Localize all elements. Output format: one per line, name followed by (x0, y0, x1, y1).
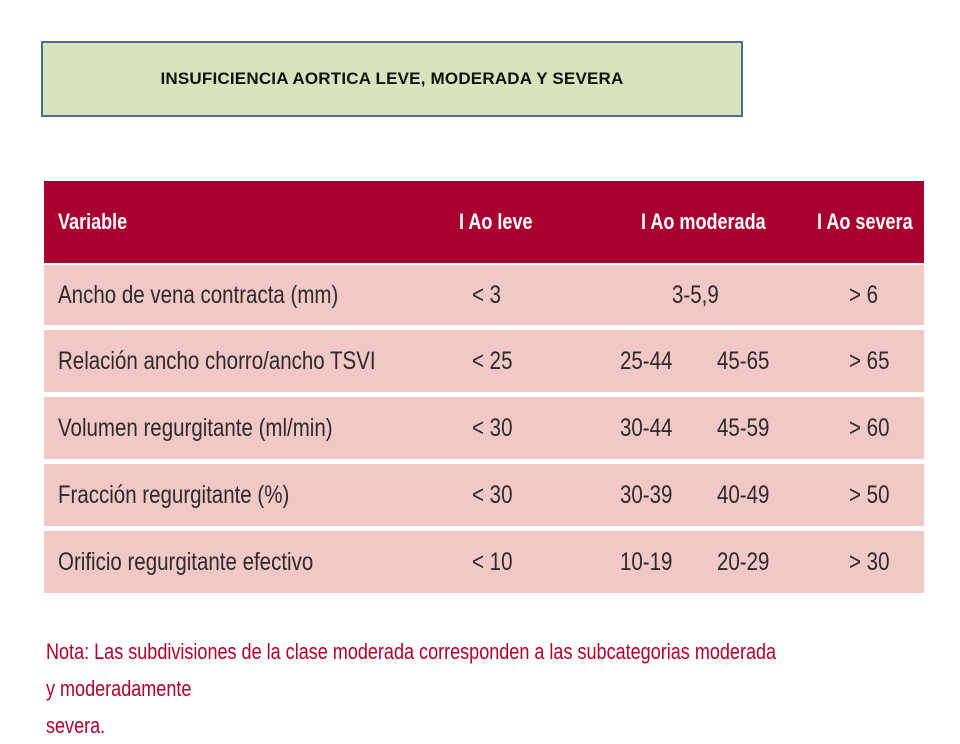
row-variable: Orificio regurgitante efectivo (58, 547, 314, 576)
row-variable: Ancho de vena contracta (mm) (58, 280, 339, 309)
header-severa: I Ao severa (817, 209, 913, 234)
row-severa-value: > 60 (849, 413, 890, 442)
row-moderada-low-value: 10-19 (620, 547, 673, 576)
table-row (44, 531, 924, 593)
note-line-1: Nota: Las subdivisiones de la clase moderada corresponden a las subcategorias moderada y moderadamente (46, 639, 777, 701)
header-variable: Variable (58, 209, 128, 234)
table-header-row (44, 181, 924, 263)
table-row (44, 397, 924, 459)
row-moderada-high-value: 45-59 (717, 413, 770, 442)
row-moderada-high-value: 45-65 (717, 346, 770, 375)
severity-table (44, 181, 924, 593)
note-line-2: severa. (46, 713, 106, 738)
table-row (44, 464, 924, 526)
row-moderada-high-value: 20-29 (717, 547, 770, 576)
table-row (44, 263, 924, 325)
row-severa-value: > 65 (849, 346, 890, 375)
table-row (44, 330, 924, 392)
row-moderada-low-value: 30-39 (620, 480, 673, 509)
row-severa-value: > 50 (849, 480, 890, 509)
row-leve-value: < 10 (472, 547, 513, 576)
row-variable: Fracción regurgitante (%) (58, 480, 290, 509)
header-leve: I Ao leve (459, 209, 533, 234)
row-leve-value: < 3 (472, 280, 502, 309)
title-box (41, 41, 743, 117)
page-title: INSUFICIENCIA AORTICA LEVE, MODERADA Y SEVERA (160, 69, 624, 88)
row-leve-value: < 30 (472, 480, 513, 509)
row-variable: Volumen regurgitante (ml/min) (58, 413, 333, 442)
row-moderada-high-value: 40-49 (717, 480, 770, 509)
table-note (46, 633, 784, 744)
row-severa-value: > 6 (849, 280, 879, 309)
header-moderada: I Ao moderada (641, 209, 766, 234)
row-moderada-value: 3-5,9 (672, 280, 719, 309)
row-leve-value: < 25 (472, 346, 513, 375)
row-moderada-low-value: 25-44 (620, 346, 673, 375)
row-leve-value: < 30 (472, 413, 513, 442)
row-severa-value: > 30 (849, 547, 890, 576)
row-moderada-low-value: 30-44 (620, 413, 673, 442)
row-variable: Relación ancho chorro/ancho TSVI (58, 346, 376, 375)
